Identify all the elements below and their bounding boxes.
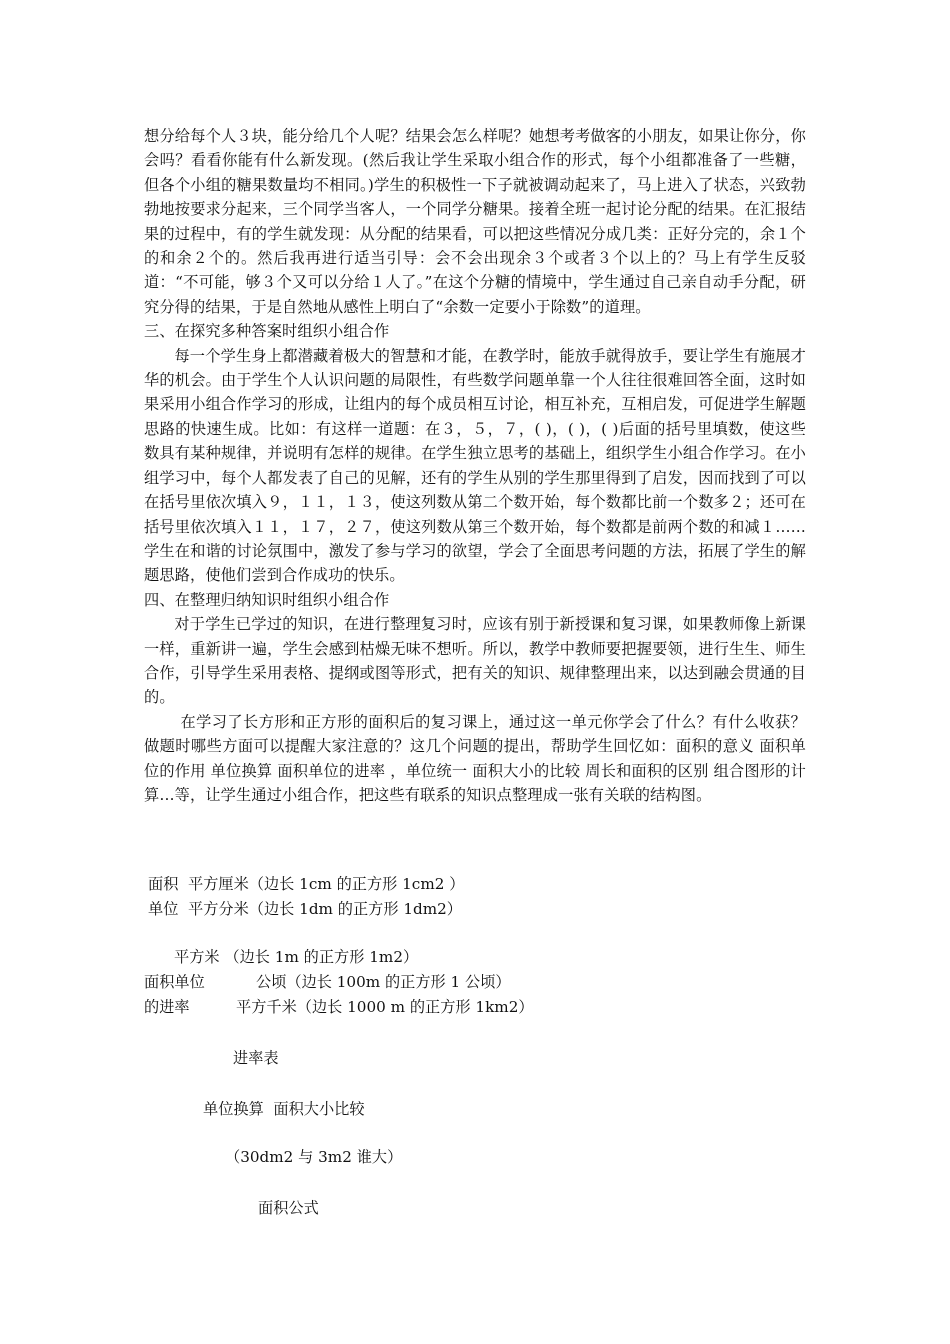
section-heading-three: 三、在探究多种答案时组织小组合作 <box>144 322 390 341</box>
diagram-label-rate: 的进率 <box>144 998 190 1016</box>
diagram-line-square-km: 平方千米（边长 1000 m 的正方形 1km2） <box>236 998 534 1016</box>
diagram-line-hectare: 公顷（边长 100m 的正方形 1 公顷） <box>256 973 511 991</box>
diagram-node-conversion-compare: 单位换算 面积大小比较 <box>203 1100 365 1118</box>
body-text <box>144 124 806 807</box>
diagram-line-square-m: 平方米 （边长 1m 的正方形 1m2） <box>174 948 419 966</box>
diagram-node-rate-table: 进率表 <box>233 1049 279 1067</box>
diagram-line-square-cm: 面积 平方厘米（边长 1cm 的正方形 1cm2 ） <box>148 875 465 893</box>
diagram-label-area-unit: 面积单位 <box>144 973 205 991</box>
paragraph-candy-sharing: 想分给每个人３块，能分给几个人呢？结果会怎么样呢？她想考考做客的小朋友，如果让你分，你会吗？看看你能有什么新发现。(然后我让学生采取小组合作的形式，每个小组都准备了一些糖，但各个小组的糖果数量均不相同。)学生的积极性一下子就被调动起来了，马上进入了状态，兴致勃勃地按要求分起来，三个同学当客人，一个同学分糖果。接着全班一起讨论分配的结果。在汇报结果的过程中，有的学生就发现：从分配的结果看，可以把这些情况分成几类：正好分完的，余１个的和余２个的。然后我再进行适当引导：会不会出现余３个或者３个以上的？马上有学生反驳道：“不可能，够３个又可以分给１人了。”在这个分糖的情境中，学生通过自己亲自动手分配，研究分得的结果，于是自然地从感性上明白了“余数一定要小于除数”的道理。 <box>144 127 806 316</box>
diagram-line-square-dm: 单位 平方分米（边长 1dm 的正方形 1dm2） <box>148 900 462 918</box>
diagram-node-area-formula: 面积公式 <box>258 1199 319 1217</box>
diagram-node-compare-example: （30dm2 与 3m2 谁大） <box>225 1148 403 1166</box>
paragraph-multiple-answers: 每一个学生身上都潜藏着极大的智慧和才能，在教学时，能放手就得放手，要让学生有施展才华的机会。由于学生个人认识问题的局限性，有些数学问题单靠一个人往往很难回答全面，这时如果采用小组合作学习的形成，让组内的每个成员相互讨论，相互补充，互相启发，可促进学生解题思路的快速生成。比如：有这样一道题：在３，５，７，( )，( )，( )后面的括号里填数，使这些数具有某种规律，并说明有怎样的规律。在学生独立思考的基础上，组织学生小组合作学习。在小组学习中，每个人都发表了自己的见解，还有的学生从别的学生那里得到了启发，因而找到了可以在括号里依次填入９，１１，１３，使这列数从第二个数开始，每个数都比前一个数多２；还可在括号里依次填入１１，１７，２７，使这列数从第三个数开始，每个数都是前两个数的和减１……学生在和谐的讨论氛围中，激发了参与学习的欲望，学会了全面思考问题的方法，拓展了学生的解题思路，使他们尝到合作成功的快乐。 <box>144 346 806 585</box>
paragraph-area-review: 在学习了长方形和正方形的面积后的复习课上，通过这一单元你学会了什么？有什么收获？做题时哪些方面可以提醒大家注意的？这几个问题的提出，帮助学生回忆如：面积的意义 面积单位的作用 单位换算 面积单位的进率 ，单位统一 面积大小的比较 周长和面积的区别 组合图形的计算…等，让学生通过小组合作，把这些有联系的知识点整理成一张有关联的结构图。 <box>144 712 806 804</box>
paragraph-review-knowledge: 对于学生已学过的知识，在进行整理复习时，应该有别于新授课和复习课，如果教师像上新课一样，重新讲一遍，学生会感到枯燥无味不想听。所以，教学中教师要把握要领，进行生生、师生合作，引导学生采用表格、提纲或图等形式，把有关的知识、规律整理出来，以达到融会贯通的目的。 <box>144 615 806 707</box>
section-heading-four: 四、在整理归纳知识时组织小组合作 <box>144 590 390 609</box>
